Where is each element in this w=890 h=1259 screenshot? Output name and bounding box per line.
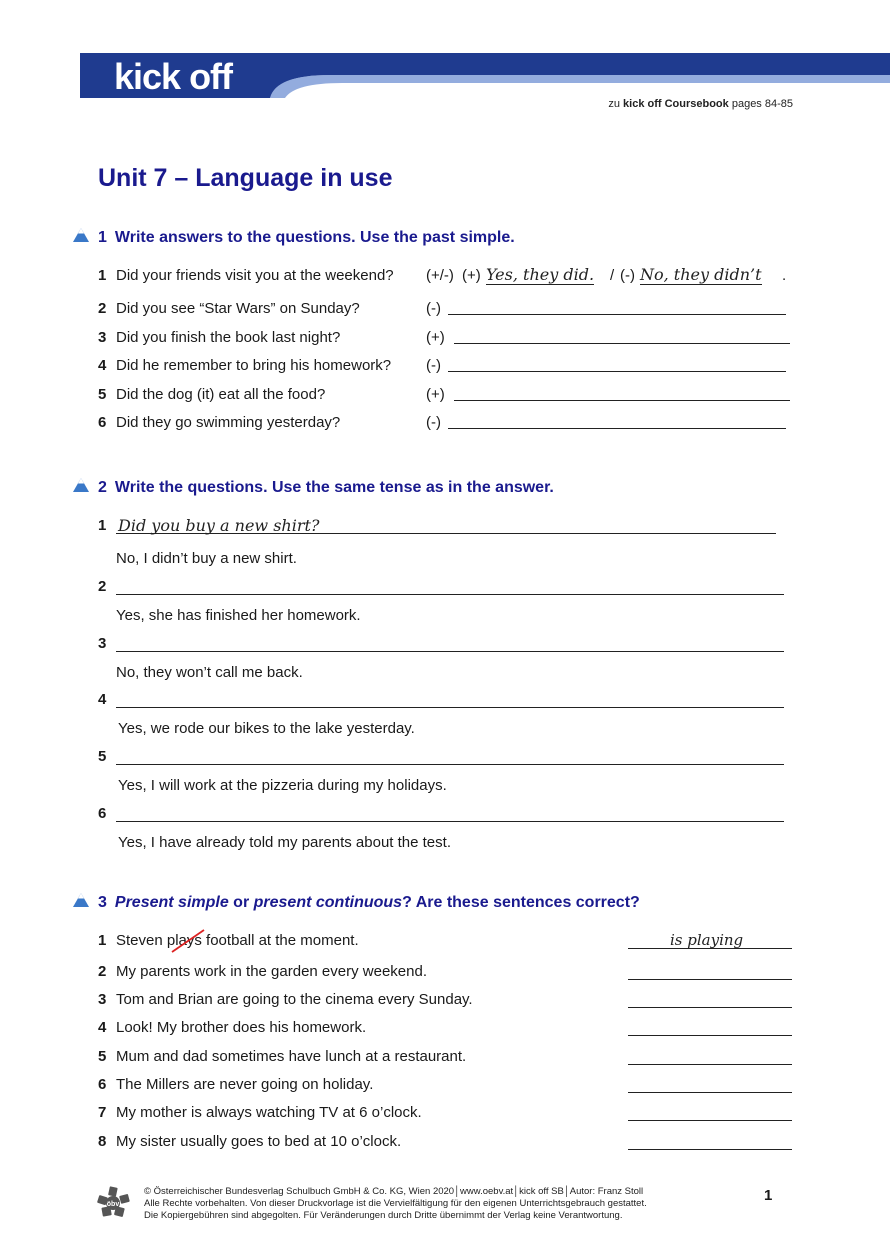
question-line[interactable] — [116, 578, 784, 595]
exercise-2-heading: 2 Write the questions. Use the same tense as in the answer. — [72, 477, 554, 497]
given-answer: Yes, I will work at the pizzeria during my holidays. — [118, 777, 447, 794]
correction-line[interactable] — [628, 1104, 792, 1121]
example-negative-answer: No, they didn’t — [640, 265, 762, 284]
given-answer: Yes, we rode our bikes to the lake yesterday. — [118, 720, 415, 737]
answer-line[interactable] — [454, 329, 790, 344]
given-answer: Yes, she has finished her homework. — [116, 607, 361, 624]
strike-through-mark — [170, 928, 206, 954]
coursebook-reference: zu kick off Coursebook pages 84-85 — [608, 98, 793, 110]
level-triangle-icon — [72, 477, 90, 493]
oebv-logo-icon — [96, 1186, 130, 1220]
answer-line[interactable] — [448, 414, 786, 429]
question-line[interactable] — [116, 691, 784, 708]
footer-copyright — [144, 1186, 647, 1222]
footer-line-2: Alle Rechte vorbehalten. Von dieser Druckvorlage ist die Vervielfältigung für den eigenen Unterrichtsgebrauch gestattet. — [144, 1198, 647, 1209]
footer-line-1: © Österreichischer Bundesverlag Schulbuch GmbH & Co. KG, Wien 2020│www.oebv.at│kick off SB│Autor: Franz Stoll — [144, 1186, 644, 1197]
question-line[interactable] — [116, 635, 784, 652]
footer-line-3: Die Kopiergebühren sind abgegolten. Für Veränderungen durch Dritte übernimmt der Verlag keine Verantwortung. — [144, 1210, 623, 1221]
brand-logo: kick off — [114, 56, 233, 97]
page-title: Unit 7 – Language in use — [98, 164, 393, 192]
level-triangle-icon — [72, 227, 90, 243]
answer-line[interactable] — [448, 300, 786, 315]
example-correction: is playing — [670, 931, 744, 949]
correction-line[interactable] — [628, 963, 792, 980]
answer-line[interactable] — [448, 357, 786, 372]
answer-line[interactable] — [454, 386, 790, 401]
correction-line[interactable] — [628, 991, 792, 1008]
correction-line[interactable] — [628, 1133, 792, 1150]
given-answer: Yes, I have already told my parents about the test. — [118, 834, 451, 851]
question-line[interactable] — [116, 805, 784, 822]
exercise-3-heading: 3 Present simple or present continuous? Are these sentences correct? — [72, 892, 640, 912]
correction-line[interactable] — [628, 1076, 792, 1093]
page-number: 1 — [764, 1187, 773, 1204]
exercise-1-heading: 1 Write answers to the questions. Use the past simple. — [72, 227, 515, 247]
correction-line[interactable] — [628, 1019, 792, 1036]
given-answer: No, I didn’t buy a new shirt. — [116, 550, 297, 567]
example-question: Did you buy a new shirt? — [118, 516, 320, 535]
example-positive-answer: Yes, they did. — [486, 265, 595, 284]
given-answer: No, they won’t call me back. — [116, 664, 303, 681]
logo-text: öbv — [106, 1201, 120, 1208]
level-triangle-icon — [72, 892, 90, 908]
question-line[interactable] — [116, 748, 784, 765]
correction-line[interactable] — [628, 1048, 792, 1065]
